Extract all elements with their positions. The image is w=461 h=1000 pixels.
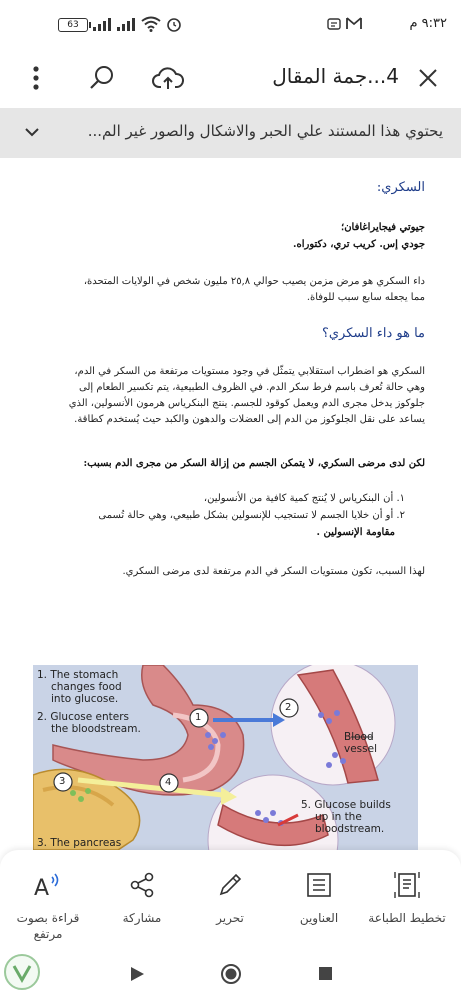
step-number-1: 1 bbox=[195, 712, 202, 723]
para1-line-4: يساعد على نقل الجلوكوز من الدم إلى العضلات والدهون والكبد حيث يُستخدم كطاقة. bbox=[74, 414, 425, 425]
intro-line-2: مما يجعله سابع سبب للوفاة. bbox=[306, 292, 425, 303]
step-number-2: 2 bbox=[285, 702, 292, 713]
recents-icon[interactable] bbox=[318, 966, 333, 981]
bottom-action-bar bbox=[0, 850, 461, 950]
document-title: 4...جمة المقال bbox=[272, 64, 399, 88]
print-layout-label: تخطيط الطباعة bbox=[368, 911, 446, 925]
read-aloud-icon bbox=[4, 868, 92, 902]
step-number-4: 4 bbox=[165, 777, 172, 788]
label-blood-vessel: Blood vessel bbox=[344, 731, 377, 755]
info-banner[interactable] bbox=[0, 108, 461, 158]
label-step-2: 2. Glucose enters the bloodstream. bbox=[37, 711, 141, 735]
authors-line-2: جودي إس. كريب تري، دكتوراه. bbox=[293, 239, 425, 250]
banner-text: يحتوي هذا المستند علي الحبر والاشكال والصور غير الم... bbox=[87, 122, 443, 140]
intro-line-1: داء السكري هو مرض مزمن يصيب حوالي ٢٥,٨ مليون شخص في الولايات المتحدة، bbox=[83, 276, 425, 287]
edit-button[interactable] bbox=[186, 868, 274, 926]
headings-label: العناوين bbox=[299, 911, 339, 925]
svg-text:A: A bbox=[34, 876, 50, 899]
digestion-illustration bbox=[33, 665, 418, 850]
list-item-1: ١. أن البنكرياس لا يُنتج كمية كافية من الأنسولين، bbox=[203, 493, 405, 504]
battery-icon bbox=[58, 18, 88, 32]
headings-button[interactable] bbox=[275, 868, 363, 926]
label-step-1: 1. The stomach changes food into glucose. bbox=[37, 669, 122, 705]
label-step-3: 3. The pancreas bbox=[37, 837, 122, 849]
status-bar bbox=[0, 0, 461, 50]
print-layout-button[interactable] bbox=[363, 868, 451, 926]
label-step-5: 5. Glucose builds up in the bloodstream. bbox=[301, 799, 391, 835]
list-item-2: ٢. أو أن خلايا الجسم لا تستجيب للإنسولين بشكل طبيعي، وهي حالة تُسمى bbox=[98, 510, 405, 521]
para3: لهذا السبب، تكون مستويات السكر في الدم مرتفعة لدى مرضى السكري. bbox=[122, 566, 425, 577]
home-icon[interactable] bbox=[220, 963, 242, 985]
chevron-down-icon[interactable] bbox=[22, 120, 42, 144]
gmail-icon bbox=[346, 17, 362, 30]
close-icon[interactable] bbox=[410, 60, 446, 96]
read-aloud-label: قراءة بصوت مرتفع bbox=[16, 911, 80, 941]
heading-what-is-diabetes: ما هو داء السكري؟ bbox=[321, 326, 425, 341]
system-nav-bar bbox=[0, 950, 461, 1000]
upload-cloud-icon[interactable] bbox=[150, 60, 186, 96]
edit-pen-icon bbox=[186, 868, 274, 902]
heading-diabetes: السكري: bbox=[376, 180, 425, 195]
status-time: ٩:٣٢ م bbox=[409, 16, 447, 31]
wifi-icon bbox=[141, 16, 161, 32]
print-layout-icon bbox=[363, 868, 451, 902]
step-number-3: 3 bbox=[59, 776, 66, 787]
para2: لكن لدى مرضى السكري، لا يتمكن الجسم من إزالة السكر من مجرى الدم بسبب: bbox=[83, 458, 425, 469]
top-toolbar bbox=[0, 50, 461, 106]
message-icon bbox=[327, 17, 341, 31]
more-vertical-icon[interactable] bbox=[18, 60, 54, 96]
search-icon[interactable] bbox=[84, 60, 120, 96]
watermark-logo bbox=[2, 952, 42, 992]
signal-icon bbox=[93, 18, 111, 31]
share-button[interactable] bbox=[98, 868, 186, 926]
battery-level: 63 bbox=[67, 20, 79, 30]
read-aloud-button[interactable] bbox=[4, 868, 92, 942]
share-label: مشاركة bbox=[122, 911, 162, 925]
back-icon[interactable] bbox=[128, 965, 146, 983]
alarm-icon bbox=[166, 16, 182, 32]
para1-line-3: جلوكوز يدخل مجرى الدم ويعمل كوقود للجسم. ينتج البنكرياس هرمون الأنسولين، الذي bbox=[68, 398, 425, 409]
list-item-2-bold: مقاومة الإنسولين . bbox=[316, 527, 395, 538]
para1-line-1: السكري هو اضطراب استقلابي يتمثّل في وجود مستويات مرتفعة من السكر في الدم، bbox=[74, 366, 425, 377]
headings-icon bbox=[275, 868, 363, 902]
authors-line-1: جيوتي فيجايراغافان؛ bbox=[341, 222, 425, 233]
edit-label: تحرير bbox=[216, 911, 244, 925]
para1-line-2: وهي حالة تُعرف باسم فرط سكر الدم. في الظروف الطبيعية، يتم تكسير الطعام إلى bbox=[79, 382, 425, 393]
signal-icon-2 bbox=[117, 18, 135, 31]
share-icon bbox=[98, 868, 186, 902]
